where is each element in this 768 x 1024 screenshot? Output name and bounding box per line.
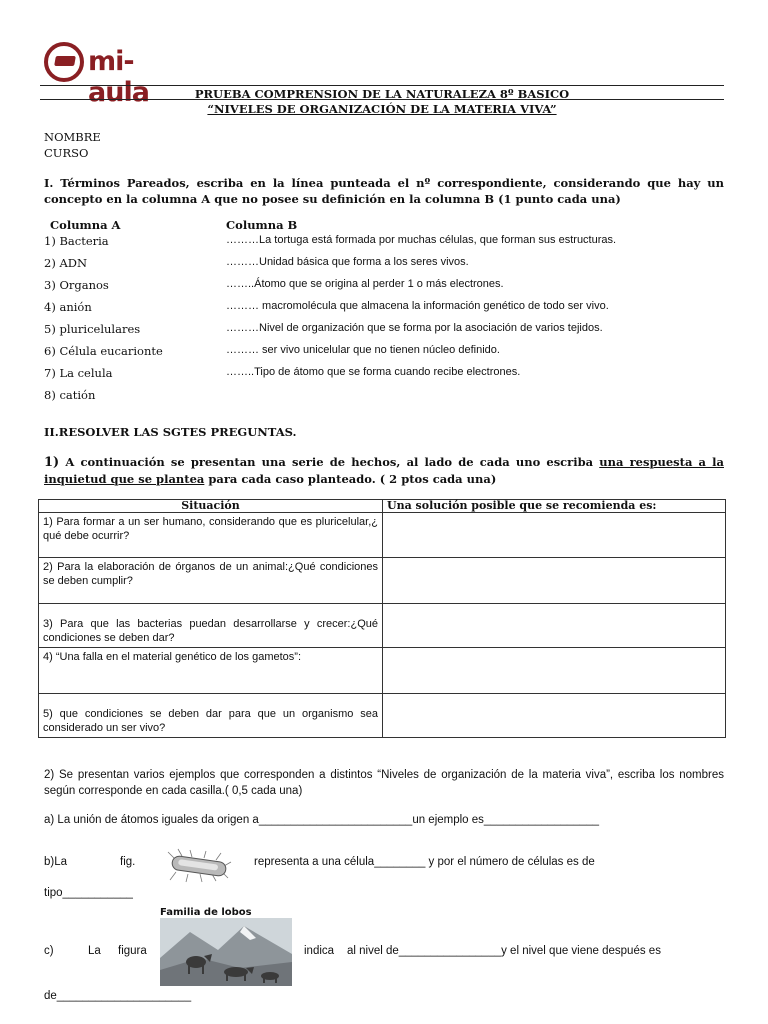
question-2b-rest: representa a una célula________ y por el número de células es de — [254, 856, 595, 868]
graduation-cap-icon — [44, 42, 84, 82]
col-b-item: ………La tortuga está formada por muchas células, que forman sus estructuras. — [226, 234, 617, 246]
question-1 — [44, 454, 724, 487]
question-2c-start: c) — [44, 945, 54, 957]
header-rule-top — [40, 85, 724, 86]
col-b-item: ……..Átomo que se origina al perder 1 o más electrones. — [226, 278, 504, 290]
col-b-header: Columna B — [226, 218, 298, 232]
logo-text: mi-aula — [88, 46, 149, 108]
question-2c-rest: al nivel de________________y el nivel que viene después es — [347, 945, 661, 957]
q1-text-a: A continuación se presentan una serie de hechos, al lado de cada uno escriba — [59, 455, 600, 469]
situations-table — [38, 499, 726, 738]
table-header-solution: Una solución posible que se recomienda es: — [383, 500, 726, 513]
col-a-header: Columna A — [50, 218, 121, 232]
col-a-item: 4) anión — [44, 300, 92, 314]
question-2c-de: de_____________________ — [44, 990, 192, 1002]
table-row — [39, 558, 726, 604]
question-2: 2) Se presentan varios ejemplos que corresponden a distintos “Niveles de organización de la materia viva”, escriba los nombres según corresponde en cada casilla.( 0,5 cada una) — [44, 769, 724, 797]
table-row — [39, 648, 726, 694]
section1-instructions: I. Términos Pareados, escriba en la línea punteada el nº correspondiente, considerando que hay un concepto en la columna A que no posee su definición en la columna B (1 punto cada una) — [44, 176, 724, 206]
col-a-item: 7) La celula — [44, 366, 113, 380]
answer-cell[interactable] — [383, 558, 726, 604]
page-subtitle: “NIVELES DE ORGANIZACIÓN DE LA MATERIA VIVA” — [207, 102, 557, 116]
answer-cell[interactable] — [383, 648, 726, 694]
wolf-caption: Familia de lobos — [160, 907, 252, 918]
table-row — [39, 513, 726, 558]
col-a-item: 6) Célula eucarionte — [44, 344, 163, 358]
answer-cell[interactable] — [383, 694, 726, 738]
col-a-item: 5) pluricelulares — [44, 322, 141, 336]
question-2c-la: La — [88, 945, 101, 957]
col-a-item: 8) catión — [44, 388, 96, 402]
question-2c-figura: figura — [118, 945, 147, 957]
col-b-item: ………Nivel de organización que se forma por la asociación de varios tejidos. — [226, 322, 603, 334]
table-row — [39, 694, 726, 738]
logo — [44, 42, 194, 108]
bacteria-image — [166, 848, 232, 884]
page-title: PRUEBA COMPRENSION DE LA NATURALEZA 8º BASICO — [194, 87, 570, 101]
answer-cell[interactable] — [383, 604, 726, 648]
course-label: CURSO — [44, 146, 89, 160]
question-2c-indica: indica — [304, 945, 335, 957]
header-rule-mid — [40, 99, 724, 100]
table-header-situation: Situación — [39, 500, 383, 513]
col-b-item: ……..Tipo de átomo que se forma cuando recibe electrones. — [226, 366, 521, 378]
wolf-family-image — [160, 918, 292, 986]
question-2b-tipo: tipo___________ — [44, 887, 133, 899]
answer-cell[interactable] — [383, 513, 726, 558]
situation-cell: 1) Para formar a un ser humano, considerando que es pluricelular,¿ qué debe ocurrir? — [39, 513, 383, 558]
situation-cell: 5) que condiciones se deben dar para que un organismo sea considerado un ser vivo? — [39, 694, 383, 738]
col-b-item: ……… ser vivo unicelular que no tienen núcleo definido. — [226, 344, 500, 356]
q1-text-b: para cada caso planteado. ( 2 ptos cada una) — [204, 472, 497, 486]
table-row — [39, 604, 726, 648]
q1-prefix: 1) — [44, 455, 60, 470]
question-2b-fig: fig. — [120, 856, 136, 868]
col-a-item: 2) ADN — [44, 256, 88, 270]
situation-cell: 4) “Una falla en el material genético de los gametos”: — [39, 648, 383, 694]
q1-underlined: una respuesta a la inquietud que se plantea — [44, 455, 724, 486]
name-label: NOMBRE — [44, 130, 101, 144]
col-a-item: 3) Organos — [44, 278, 109, 292]
question-2b-start: b)La — [44, 856, 68, 868]
question-2a: a) La unión de átomos iguales da origen a________________________un ejemplo es__________________ — [44, 814, 600, 826]
situation-cell: 3) Para que las bacterias puedan desarrollarse y crecer:¿Qué condiciones se deben dar? — [39, 604, 383, 648]
col-b-item: ………Unidad básica que forma a los seres vivos. — [226, 256, 469, 268]
col-a-item: 1) Bacteria — [44, 234, 109, 248]
situation-cell: 2) Para la elaboración de órganos de un animal:¿Qué condiciones se deben cumplir? — [39, 558, 383, 604]
section2-title: II.RESOLVER LAS SGTES PREGUNTAS. — [44, 425, 297, 439]
col-b-item: ……… macromolécula que almacena la información genético de todo ser vivo. — [226, 300, 609, 312]
